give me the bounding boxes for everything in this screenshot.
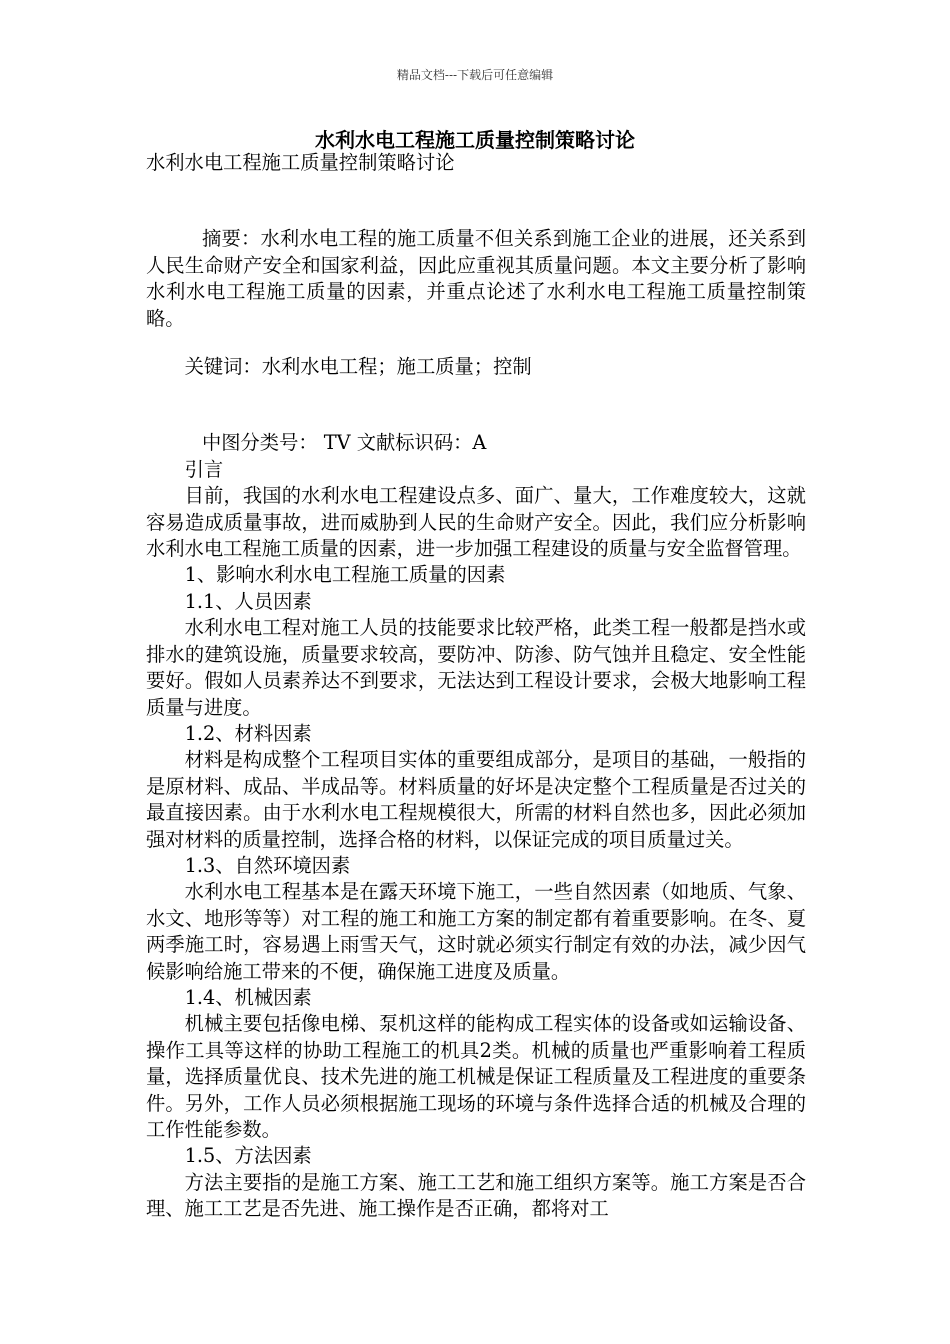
keywords-line: 关键词：水利水电工程；施工质量；控制	[184, 355, 532, 379]
spacer	[146, 380, 806, 430]
section-1-5-heading: 1.5、方法因素	[184, 1144, 312, 1168]
section-1-3-heading: 1.3、自然环境因素	[184, 853, 351, 877]
intro-heading: 引言	[184, 457, 224, 481]
abstract-paragraph: 摘要：水利水电工程的施工质量不但关系到施工企业的进展，还关系到人民生命财产安全和国家利益，因此应重视其质量问题。本文主要分析了影响水利水电工程施工质量的因素，并重点论述了水利水电工程施工质量控制策略。	[146, 227, 806, 330]
section-1-1-heading: 1.1、人员因素	[184, 589, 312, 613]
section-1-3-paragraph: 水利水电工程基本是在露天环境下施工，一些自然因素（如地质、气象、水文、地形等等）对工程的施工和施工方案的制定都有着重要影响。在冬、夏两季施工时，容易遇上雨雪天气，这时就必须实行制定有效的办法，减少因气候影响给施工带来的不便，确保施工进度及质量。	[146, 880, 806, 983]
section-1-4-paragraph: 机械主要包括像电梯、泵机这样的能构成工程实体的设备或如运输设备、操作工具等这样的协助工程施工的机具2类。机械的质量也严重影响着工程质量，选择质量优良、技术先进的施工机械是保证工程质量及工程进度的重要条件。另外，工作人员必须根据施工现场的环境与条件选择合适的机械及合理的工作性能参数。	[146, 1012, 806, 1141]
document-title: 水利水电工程施工质量控制策略讨论	[315, 128, 635, 152]
section-1-1-paragraph: 水利水电工程对施工人员的技能要求比较严格，此类工程一般都是挡水或排水的建筑设施，质量要求较高，要防冲、防渗、防气蚀并且稳定、安全性能要好。假如人员素养达不到要求，无法达到工程设计要求，会极大地影响工程质量与进度。	[146, 616, 806, 719]
section-1-heading: 1、影响水利水电工程施工质量的因素	[184, 563, 506, 587]
section-1-2-heading: 1.2、材料因素	[184, 721, 312, 745]
section-1-2-paragraph: 材料是构成整个工程项目实体的重要组成部分，是项目的基础，一般指的是原材料、成品、半成品等。材料质量的好坏是决定整个工程质量是否过关的最直接因素。由于水利水电工程规模很大，所需的材料自然也多，因此必须加强对材料的质量控制，选择合格的材料，以保证完成的项目质量过关。	[146, 748, 806, 851]
section-1-4-heading: 1.4、机械因素	[184, 985, 312, 1009]
classification-line: 中图分类号： TV 文献标识码：A	[201, 431, 487, 455]
spacer	[146, 332, 806, 354]
page-header: 精品文档---下载后可任意编辑	[396, 68, 554, 82]
document-body	[146, 150, 806, 1223]
section-1-5-paragraph: 方法主要指的是施工方案、施工工艺和施工组织方案等。施工方案是否合理、施工工艺是否先进、施工操作是否正确，都将对工	[146, 1170, 806, 1221]
spacer	[146, 176, 806, 226]
document-subtitle: 水利水电工程施工质量控制策略讨论	[146, 151, 455, 174]
intro-paragraph: 目前，我国的水利水电工程建设点多、面广、量大，工作难度较大，这就容易造成质量事故，进而威胁到人民的生命财产安全。因此，我们应分析影响水利水电工程施工质量的因素，进一步加强工程建设的质量与安全监督管理。	[146, 484, 806, 561]
